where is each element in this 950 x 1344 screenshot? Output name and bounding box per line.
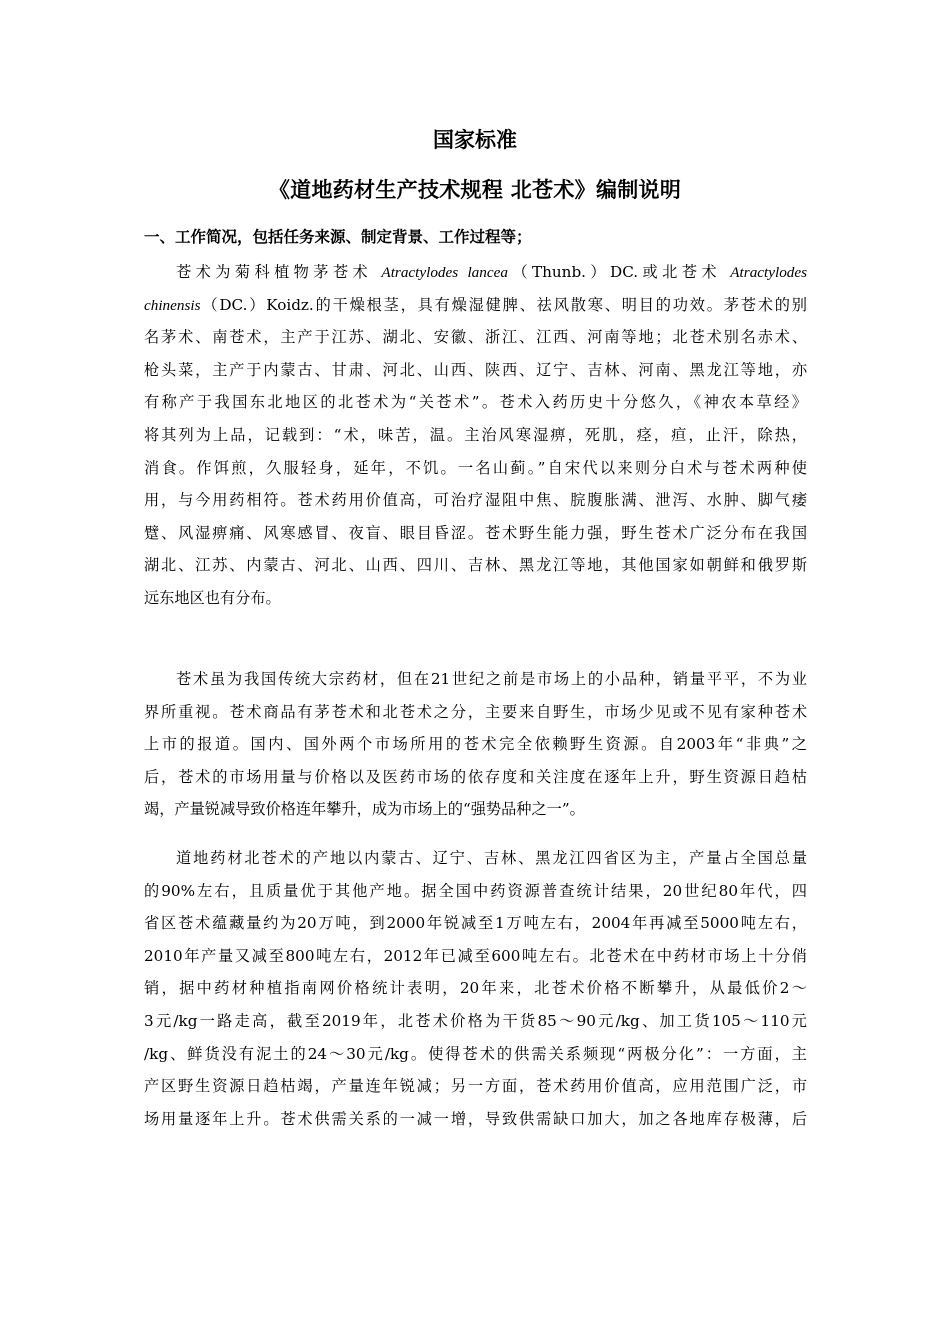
paragraph-line: 躄、风湿痹痛、风寒感冒、夜盲、眼目昏涩。苍术野生能力强，野生苍术广泛分布在我国: [144, 523, 807, 542]
paragraph-line: 销，据中药材种植指南网价格统计表明，20年来，北苍术价格不断攀升，从最低价2～: [144, 979, 807, 998]
paragraph-line: 枪头菜，主产于内蒙古、甘肃、河北、山西、陕西、辽宁、吉林、河南、黑龙江等地，亦: [144, 360, 807, 379]
paragraph-market-background: [144, 663, 807, 826]
paragraph-line: 3元/kg一路走高，截至2019年，北苍术价格为干货85～90元/kg、加工货105～110元: [144, 1011, 807, 1030]
document-title: 《道地药材生产技术规程 北苍术》编制说明: [268, 178, 682, 202]
paragraph-line: 场用量逐年上升。苍术供需关系的一减一增，导致供需缺口加大，加之各地库存极薄，后: [144, 1109, 807, 1128]
paragraph-line: chinensis（DC.）Koidz.的干燥根茎，具有燥湿健脾、祛风散寒、明目的功效。茅苍术的别: [144, 295, 807, 314]
document-title-standard-type: 国家标准: [433, 128, 517, 152]
paragraph-line: 消食。作饵煎，久服轻身，延年，不饥。一名山蓟。”自宋代以来则分白术与苍术两种使: [144, 458, 807, 477]
paragraph-production-and-price: [144, 842, 807, 1135]
paragraph-line: 省区苍术蕴藏量约为20万吨，到2000年锐减至1万吨左右，2004年再减至5000吨左右，: [144, 914, 807, 933]
paragraph-line: /kg、鲜货没有泥土的24～30元/kg。使得苍术的供需关系频现“两极分化”：一方面，主: [144, 1044, 807, 1063]
paragraph-line: 苍术虽为我国传统大宗药材，但在21世纪之前是市场上的小品种，销量平平，不为业: [176, 670, 807, 688]
paragraph-line: 后，苍术的市场用量与价格以及医药市场的依存度和关注度在逐年上升，野生资源日趋枯: [144, 767, 807, 786]
paragraph-line: 用，与今用药相符。苍术药用价值高，可治疗湿阻中焦、脘腹胀满、泄泻、水肿、脚气痿: [144, 491, 807, 510]
paragraph-line: 远东地区也有分布。: [144, 588, 281, 607]
paragraph-line: 将其列为上品，记载到：“术，味苦，温。主治风寒湿痹，死肌，痉，疸，止汗，除热，: [144, 425, 807, 444]
paragraph-line: 产区野生资源日趋枯竭，产量连年锐减；另一方面，苍术药用价值高，应用范围广泛，市: [144, 1077, 807, 1096]
paragraph-line: 道地药材北苍术的产地以内蒙古、辽宁、吉林、黑龙江四省区为主，产量占全国总量: [176, 849, 807, 867]
paragraph-line: 苍术为菊科植物茅苍术 Atractylodes lancea（Thunb.）DC.或北苍术 Atractylodes: [176, 263, 808, 281]
paragraph-line: 的90%左右，且质量优于其他产地。据全国中药资源普查统计结果，20世纪80年代，四: [144, 881, 807, 900]
paragraph-line: 上市的报道。国内、国外两个市场所用的苍术完全依赖野生资源。自2003年“非典”之: [144, 735, 807, 754]
section-heading-work-overview: 一、工作简况，包括任务来源、制定背景、工作过程等；: [144, 228, 532, 246]
paragraph-line: 有称产于我国东北地区的北苍术为“关苍术”。苍术入药历史十分悠久，《神农本草经》: [144, 393, 807, 412]
paragraph-line: 竭，产量锐减导致价格连年攀升，成为市场上的“强势品种之一”。: [144, 800, 585, 819]
paragraph-line: 名茅术、南苍术，主产于江苏、湖北、安徽、浙江、江西、河南等地；北苍术别名赤术、: [144, 328, 807, 347]
paragraph-line: 2010年产量又减至800吨左右，2012年已减至600吨左右。北苍术在中药材市场上十分俏: [144, 946, 807, 965]
paragraph-line: 湖北、江苏、内蒙古、河北、山西、四川、吉林、黑龙江等地，其他国家如朝鲜和俄罗斯: [144, 556, 807, 575]
paragraph-introduction: [144, 256, 807, 615]
paragraph-line: 界所重视。苍术商品有茅苍术和北苍术之分，主要来自野生，市场少见或不见有家种苍术: [144, 702, 807, 721]
